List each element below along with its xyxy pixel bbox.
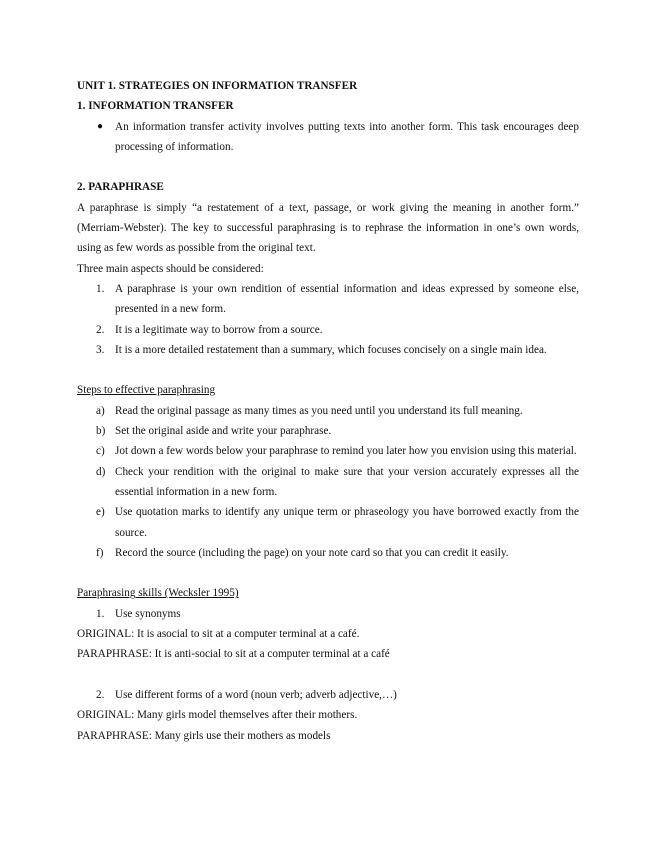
aspect-item [77, 340, 579, 360]
section-heading-paraphrase: 2. PARAPHRASE [77, 181, 164, 194]
steps-heading: Steps to effective paraphrasing [77, 384, 216, 397]
example-paraphrase: PARAPHRASE: It is anti-social to sit at a computer terminal at a café [77, 648, 390, 661]
aspect-text: It is a legitimate way to borrow from a source. [115, 323, 323, 336]
section-heading-information-transfer: 1. INFORMATION TRANSFER [77, 100, 234, 113]
document-content [77, 76, 579, 746]
step-text: Use quotation marks to identify any unique term or phraseology you have borrowed exactly from the source. [115, 506, 579, 539]
aspect-item [77, 320, 579, 340]
aspect-text: A paraphrase is your own rendition of essential information and ideas expressed by someone else, presented in a new form. [115, 282, 579, 316]
step-text: Record the source (including the page) on your note card so that you can credit it easily. [115, 546, 509, 559]
list-number: 2. [96, 688, 105, 701]
aspects-label: Three main aspects should be considered: [77, 262, 264, 275]
list-number: 1. [96, 607, 105, 620]
step-text: Jot down a few words below your paraphrase to remind you later how you envision using this material. [115, 445, 577, 458]
step-text: Read the original passage as many times as you need until you understand its full meaning. [115, 404, 523, 417]
step-text: Set the original aside and write your paraphrase. [115, 425, 332, 438]
list-number: 2. [96, 323, 105, 336]
list-letter: c) [96, 445, 105, 458]
skill-title: Use different forms of a word (noun verb; adverb adjective,…) [115, 688, 397, 701]
aspect-text: It is a more detailed restatement than a summary, which focuses concisely on a single main idea. [115, 343, 547, 356]
example-original: ORIGINAL: Many girls model themselves after their mothers. [77, 709, 358, 722]
list-number: 3. [96, 343, 105, 356]
skills-heading: Paraphrasing skills (Wecksler 1995) [77, 587, 239, 600]
list-number: 1. [96, 282, 105, 295]
skill-item [77, 685, 579, 705]
step-item [77, 401, 579, 421]
skill-item [77, 604, 579, 624]
list-letter: b) [96, 425, 106, 438]
list-letter: e) [96, 506, 105, 519]
bullet-text: An information transfer activity involves putting texts into another form. This task encourages deep processing of information. [115, 120, 579, 153]
step-item [77, 421, 579, 441]
step-item [77, 543, 579, 563]
aspect-item [77, 279, 579, 320]
list-letter: f) [96, 546, 104, 559]
step-item [77, 441, 579, 461]
bullet-icon: ● [97, 120, 104, 132]
skill-title: Use synonyms [115, 607, 181, 620]
unit-title: UNIT 1. STRATEGIES ON INFORMATION TRANSFER [77, 80, 358, 92]
paraphrase-intro: A paraphrase is simply “a restatement of a text, passage, or work giving the meaning in another form.” (Merriam-Webster). The key to successful paraphrasing is to rephrase the information in one’s own words, using as few words as possible from the original text. [77, 201, 579, 255]
step-item [77, 462, 579, 503]
list-letter: a) [96, 404, 105, 417]
example-original: ORIGINAL: It is asocial to sit at a computer terminal at a café. [77, 628, 360, 641]
step-item [77, 502, 579, 543]
example-paraphrase: PARAPHRASE: Many girls use their mothers as models [77, 729, 331, 742]
list-letter: d) [96, 465, 106, 478]
bullet-item [77, 117, 579, 158]
step-text: Check your rendition with the original to make sure that your version accurately expresses all the essential information in a new form. [115, 465, 579, 498]
